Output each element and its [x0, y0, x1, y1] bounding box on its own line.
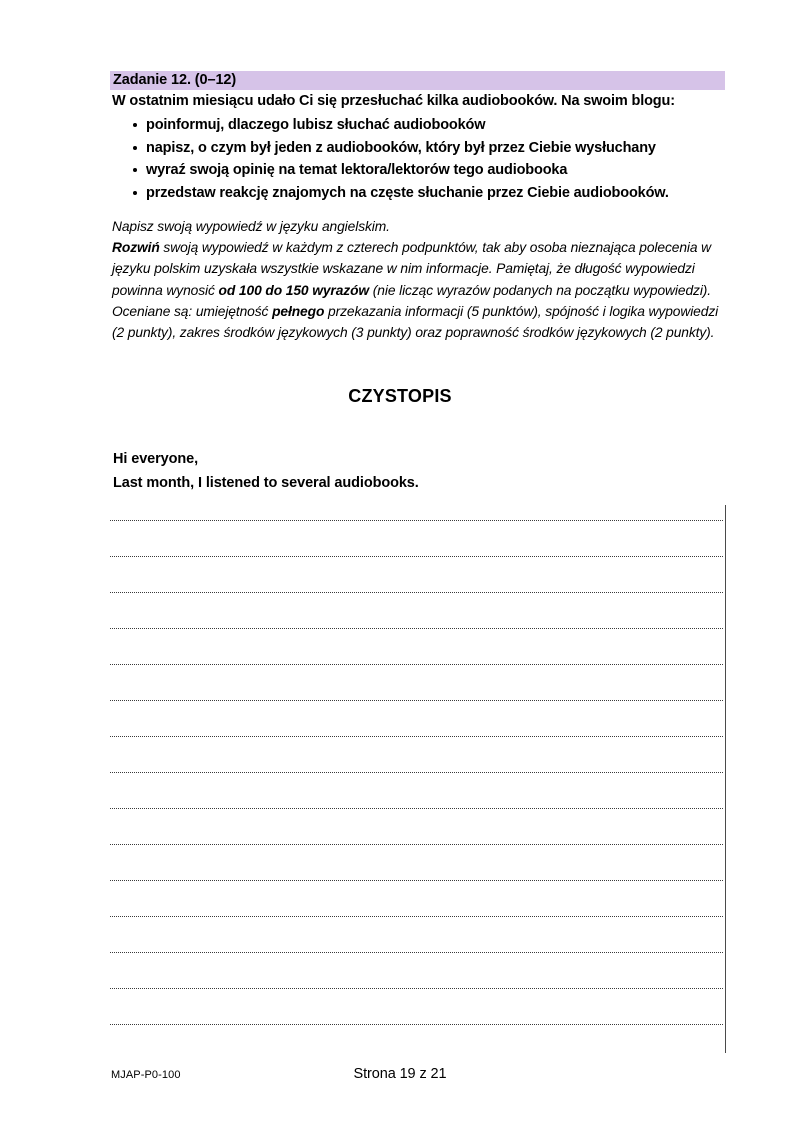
- bullet-dot-icon: [133, 191, 137, 195]
- task-bullet-text: wyraź swoją opinię na temat lektora/lektorów tego audiobooka: [146, 162, 568, 178]
- task-instructions: [112, 216, 728, 343]
- answer-writing-line[interactable]: [110, 808, 723, 809]
- answer-writing-line[interactable]: [110, 772, 723, 773]
- task-intro-text: W ostatnim miesiącu udało Ci się przesłuchać kilka audiobooków. Na swoim blogu:: [112, 93, 675, 109]
- answer-writing-area[interactable]: [110, 505, 726, 1053]
- answer-writing-line[interactable]: [110, 844, 723, 845]
- answer-writing-line[interactable]: [110, 916, 723, 917]
- answer-writing-line[interactable]: [110, 556, 723, 557]
- bullet-dot-icon: [133, 146, 137, 150]
- answer-writing-line[interactable]: [110, 592, 723, 593]
- answer-opening-sentence: Last month, I listened to several audiobooks.: [113, 475, 419, 491]
- answer-writing-line[interactable]: [110, 700, 723, 701]
- instruction-text-1: swoją wypowiedź w każdym z czterech podpunktów, tak aby osoba nieznająca polecenia w języku polskim uzyskała wszystkie wskazane w nim informacje. Pamiętaj, że długość wypowiedzi powinna wynosić: [112, 240, 712, 298]
- answer-writing-line[interactable]: [110, 520, 723, 521]
- task-bullet-item: [112, 182, 732, 205]
- instruction-text-3: przekazania informacji (5 punktów), spójność i logika wypowiedzi (2 punkty), zakres środków językowych (3 punkty) oraz poprawność środków językowych (2 punkty).: [112, 303, 719, 341]
- answer-writing-line[interactable]: [110, 628, 723, 629]
- instruction-bold-word-count: od 100 do 150 wyrazów: [218, 282, 370, 298]
- footer-sheet-code: MJAP-P0-100: [111, 1069, 181, 1081]
- task-number-label: Zadanie 12. (0–12): [113, 72, 237, 88]
- task-bullet-text: przedstaw reakcję znajomych na częste słuchanie przez Ciebie audiobooków.: [146, 184, 669, 201]
- instruction-bold-pelnego: pełnego: [272, 303, 325, 319]
- task-bullet-item: [112, 159, 732, 182]
- task-bullet-item: [112, 137, 732, 160]
- answer-writing-line[interactable]: [110, 952, 723, 953]
- bullet-dot-icon: [133, 168, 137, 172]
- task-bullet-text: poinformuj, dlaczego lubisz słuchać audiobooków: [146, 117, 486, 133]
- answer-writing-line[interactable]: [110, 1024, 723, 1025]
- task-bullet-list: [112, 114, 732, 204]
- right-margin-rule: [725, 505, 726, 1053]
- answer-writing-line[interactable]: [110, 988, 723, 989]
- task-bullet-text: napisz, o czym był jeden z audiobooków, który był przez Ciebie wysłuchany: [146, 139, 656, 156]
- answer-opening-block: [113, 447, 733, 495]
- instruction-detail-paragraph: [112, 237, 728, 343]
- answer-greeting: Hi everyone,: [113, 451, 199, 467]
- instruction-text-2: (nie licząc wyrazów podanych na początku wypowiedzi). Oceniane są: umiejętność: [112, 282, 712, 319]
- czystopis-heading: CZYSTOPIS: [348, 386, 452, 406]
- task-bullet-item: [112, 114, 732, 137]
- task-header-band: [110, 71, 725, 90]
- answer-writing-line[interactable]: [110, 880, 723, 881]
- instruction-bold-rozwin: Rozwiń: [112, 240, 160, 256]
- answer-writing-line[interactable]: [110, 664, 723, 665]
- bullet-dot-icon: [133, 123, 137, 127]
- footer-page-number: Strona 19 z 21: [353, 1066, 447, 1082]
- instruction-language-line: Napisz swoją wypowiedź w języku angielskim.: [112, 219, 390, 234]
- answer-writing-line[interactable]: [110, 736, 723, 737]
